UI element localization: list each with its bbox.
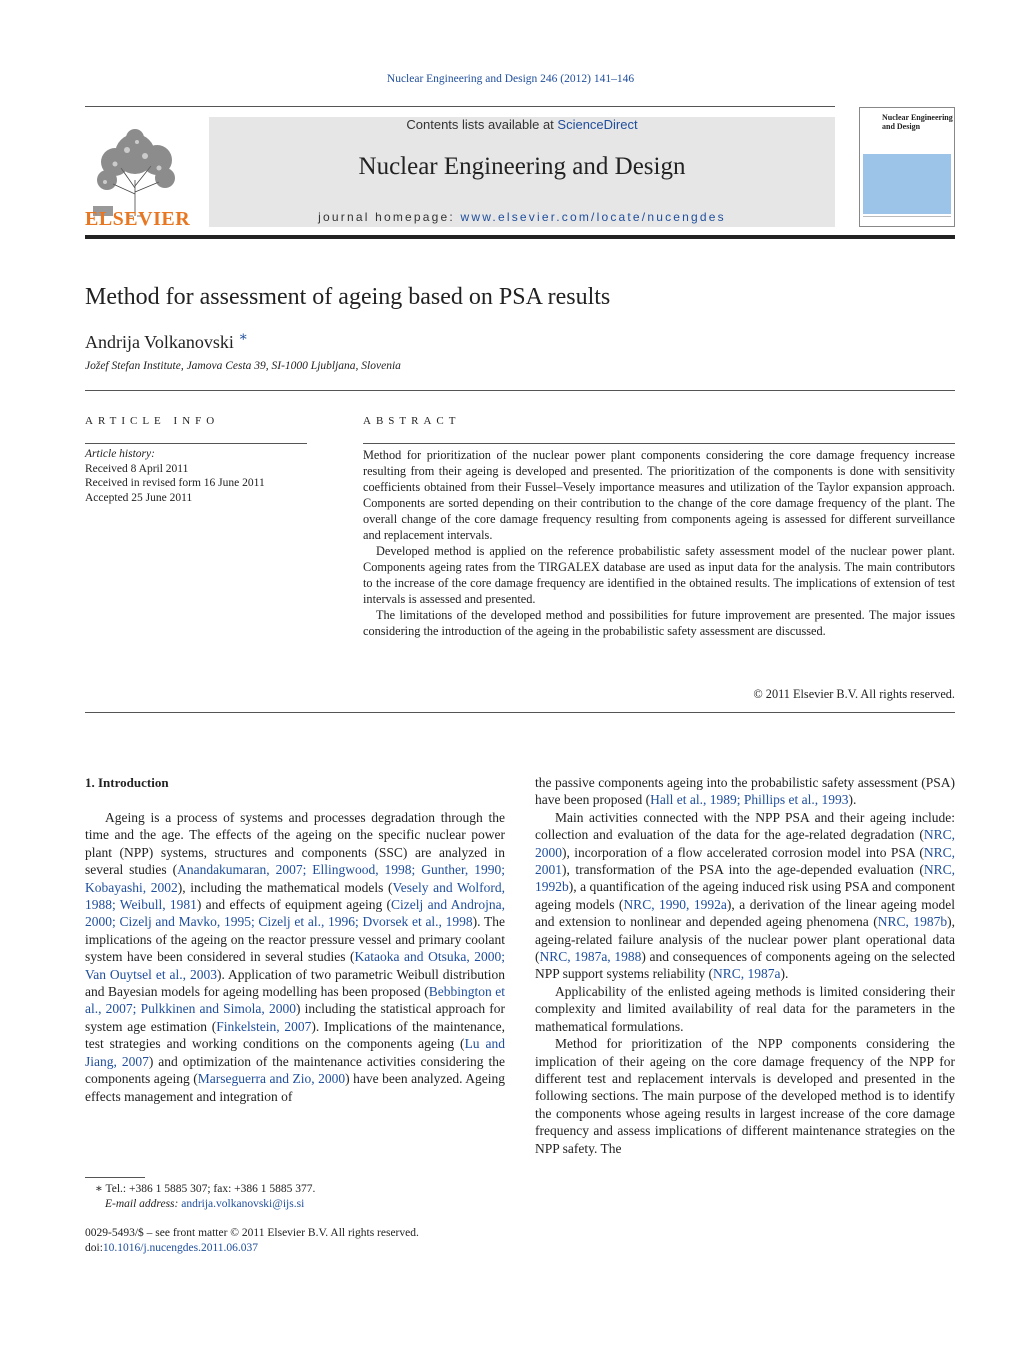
citation-link[interactable]: NRC, 2000 xyxy=(535,827,955,860)
text-run: ) have been analyzed. Ageing effects management and integration of xyxy=(85,1071,505,1104)
divider xyxy=(85,712,955,713)
cover-footer xyxy=(863,216,951,225)
abstract-rule xyxy=(363,443,955,444)
citation-link[interactable]: NRC, 2001 xyxy=(535,844,955,878)
text-run: ), transformation of the PSA into the age-depended evaluation ( xyxy=(562,862,924,878)
text-run: ). Implications of the maintenance, test strategies and working conditions on the components ageing ( xyxy=(85,1018,506,1052)
cover-image-area xyxy=(863,154,951,214)
revised-date: Received in revised form 16 June 2011 xyxy=(85,477,265,489)
citation-link[interactable]: NRC, 1987a, 1988 xyxy=(539,949,642,965)
citation-link[interactable]: Hall et al., 1989; Phillips et al., 1993 xyxy=(650,792,849,808)
author-footnote xyxy=(85,1182,505,1211)
footnote-tel: Tel.: +386 1 5885 307; fax: +386 1 5885 377. xyxy=(102,1183,316,1195)
text-run: Main activities connected with the NPP PSA and their ageing include: collection and evaluation of the data for the age-related degradation ( xyxy=(535,809,955,843)
homepage-link[interactable]: www.elsevier.com/locate/nucengdes xyxy=(460,210,726,224)
author-footnote-mark[interactable]: ∗ xyxy=(238,330,248,345)
footnote-contact xyxy=(95,1182,505,1197)
text-run: ) and optimization of the maintenance activities considering the components ageing ( xyxy=(85,1053,505,1087)
abstract-copyright: © 2011 Elsevier B.V. All rights reserved. xyxy=(753,687,955,701)
homepage-line xyxy=(209,210,835,224)
citation-link[interactable]: Cizelj and Androjna, 2000; Cizelj and Mavko, 1995; Cizelj et al., 1996; Dvorsek et al., 1998 xyxy=(85,897,505,930)
citation-link[interactable]: Bebbington et al., 2007; Pulkkinen and Simola, 2000 xyxy=(85,984,505,1017)
text-run: ). xyxy=(780,966,789,982)
section-heading-introduction: 1. Introduction xyxy=(85,775,169,790)
citation-link[interactable]: Vesely and Wolford, 1988; Weibull, 1981 xyxy=(85,879,505,913)
text-run: ) including the statistical approach for system age estimation ( xyxy=(85,1001,505,1034)
history-label: Article history: xyxy=(85,448,155,460)
header-thick-rule xyxy=(85,235,955,239)
text-run: ), including the mathematical models ( xyxy=(177,879,393,895)
citation-link[interactable]: NRC, 1987a xyxy=(713,966,781,982)
footnote-email-line xyxy=(95,1197,505,1212)
affiliation: Jožef Stefan Institute, Jamova Cesta 39, SI-1000 Ljubljana, Slovenia xyxy=(85,360,401,372)
text-run: ) and consequences of components ageing on the selected NPP support systems reliability ( xyxy=(535,949,956,982)
body-paragraph xyxy=(535,809,955,983)
text-run: ) and effects of equipment ageing ( xyxy=(196,897,392,913)
accepted-date: Accepted 25 June 2011 xyxy=(85,491,193,504)
footnote-rule xyxy=(85,1177,145,1178)
email-link[interactable]: andrija.volkanovski@ijs.si xyxy=(181,1197,305,1210)
article-history xyxy=(85,447,307,505)
top-divider xyxy=(85,106,835,107)
cover-title: Nuclear Engineering and Design xyxy=(882,113,953,131)
abstract-body xyxy=(363,447,955,639)
email-label: E-mail address: xyxy=(105,1197,182,1210)
article-info-heading: ARTICLE INFO xyxy=(85,415,220,427)
citation-link[interactable]: Kataoka and Otsuka, 2000; Van Ouytsel et al., 2003 xyxy=(85,949,506,982)
citation-link[interactable]: Marseguerra and Zio, 2000 xyxy=(197,1071,346,1087)
journal-cover-thumbnail xyxy=(859,107,955,227)
citation-link[interactable]: Finkelstein, 2007 xyxy=(216,1018,312,1034)
received-date: Received 8 April 2011 xyxy=(85,462,189,475)
contents-prefix: Contents lists available at xyxy=(406,117,558,132)
citation-link[interactable]: NRC, 1987b xyxy=(877,914,948,930)
homepage-prefix: journal homepage: xyxy=(318,210,461,224)
text-run: ), incorporation of a flow accelerated corrosion model into PSA ( xyxy=(562,844,924,860)
body-column-right xyxy=(535,774,955,1157)
author-line xyxy=(85,329,248,353)
citation-link[interactable]: Lu and Jiang, 2007 xyxy=(85,1036,505,1069)
front-matter-issn xyxy=(85,1226,505,1256)
body-paragraph xyxy=(535,774,955,809)
abstract-paragraph: The limitations of the developed method and possibilities for future improvement are presented. The major issues considering the introduction of the ageing in the probabilistic safety assessment are discussed. xyxy=(363,608,955,638)
citation-link[interactable]: Anandakumaran, 2007; Ellingwood, 1998; Gunther, 1990; Kobayashi, 2002 xyxy=(85,862,505,895)
text-run: ), a quantification of the ageing induced risk using PSA and component ageing models ( xyxy=(535,879,955,912)
contents-line xyxy=(209,117,835,132)
citation-link[interactable]: NRC, 1992b xyxy=(535,862,955,895)
text-run: ). xyxy=(848,792,857,808)
article-info-rule xyxy=(85,443,307,444)
author-name: Andrija Volkanovski xyxy=(85,332,234,352)
sciencedirect-link[interactable]: ScienceDirect xyxy=(557,117,638,132)
text-run: ), ageing-related failure analysis of the nuclear power plant operational data ( xyxy=(535,914,956,965)
journal-citation[interactable]: Nuclear Engineering and Design 246 (2012) 141–146 xyxy=(386,73,635,85)
text-run: ). The implications of the ageing on the reactor pressure vessel and primary coolant system have been considered in several studies ( xyxy=(85,914,505,965)
body-paragraph xyxy=(85,809,505,1105)
doi-line xyxy=(85,1241,505,1256)
issn-line: 0029-5493/$ – see front matter © 2011 Elsevier B.V. All rights reserved. xyxy=(85,1227,419,1239)
body-paragraph: Applicability of the enlisted ageing methods is limited considering their complexity and limited availability of real data for the parameters in the mathematical formulations. xyxy=(535,983,955,1034)
footnote-mark: ∗ xyxy=(95,1183,103,1195)
divider xyxy=(85,390,955,391)
abstract-paragraph: Method for prioritization of the nuclear power plant components considering the core damage frequency increase resulting from their ageing is developed and presented. The prioritization of the components is done with sensitivity coefficients obtained from their Fussel–Vesely importance measures and utilization of the Taylor expansion approach. Components are sorted depending on their contribution to the change of the core damage frequency of the plant. The overall change of the core damage frequency resulting from components ageing is assessed for different surveillance and replacement intervals. xyxy=(363,448,955,542)
text-run: ), a derivation of the linear ageing model and extension to nonlinear and depended ageing phenomena ( xyxy=(535,896,956,930)
abstract-paragraph: Developed method is applied on the reference probabilistic safety assessment model of the nuclear power plant. Components ageing rates from the TIRGALEX database are used as input data for the analysis. The main contributors to the increase of the core damage frequency are identified in the obtained results. The implications of extension of test intervals is assessed and presented. xyxy=(363,544,955,606)
journal-title: Nuclear Engineering and Design xyxy=(358,153,686,180)
citation-link[interactable]: NRC, 1990, 1992a xyxy=(623,896,727,912)
elsevier-wordmark: ELSEVIER xyxy=(85,208,191,230)
article-title: Method for assessment of ageing based on PSA results xyxy=(85,284,611,310)
text-run: Ageing is a process of systems and processes degradation through the time and the age. The effects of the ageing on the specific nuclear power plant (NPP) systems, structures and components (SSC) are analyzed in several studies ( xyxy=(85,810,505,878)
text-run: ). Application of two parametric Weibull distribution and Bayesian models for ageing modelling has been proposed ( xyxy=(85,966,506,1000)
body-paragraph: Method for prioritization of the NPP components considering the implication of their ageing on the core damage frequency of the NPP for different test and replacement intervals is developed and presented in the following sections. The main purpose of the developed method is to identify the components whose ageing results in largest increase of the core damage frequency and assess implications of different maintenance strategies on the NPP safety. The xyxy=(535,1036,955,1156)
doi-label: doi: xyxy=(85,1242,103,1254)
body-column-left xyxy=(85,809,505,1105)
doi-link[interactable]: 10.1016/j.nucengdes.2011.06.037 xyxy=(102,1242,259,1254)
abstract-heading: ABSTRACT xyxy=(363,415,461,427)
text-run: the passive components ageing into the probabilistic safety assessment (PSA) have been proposed ( xyxy=(535,775,955,808)
